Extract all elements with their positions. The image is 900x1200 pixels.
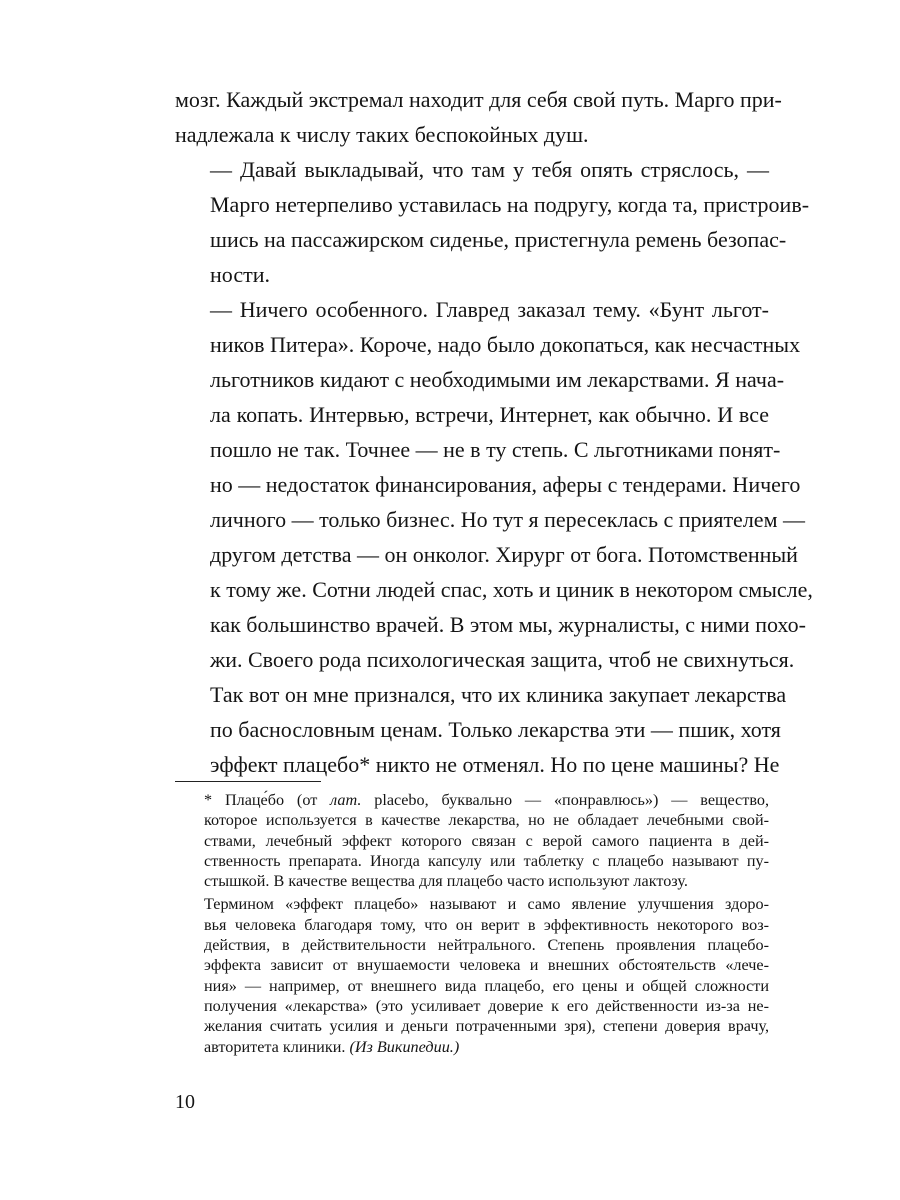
text-line: — Давай выкладывай, что там у тебя опять стряслось, —	[210, 157, 769, 182]
footnote-line: получения «лекарства» (это усиливает доверие к его действенности из-за не-	[204, 996, 769, 1015]
text-line: пошло не так. Точнее — не в ту степь. С льготниками понят-	[210, 437, 781, 462]
text-line: Марго нетерпеливо уставилась на подругу, когда та, пристроив-	[210, 192, 810, 217]
text-line: — Ничего особенного. Главред заказал тему. «Бунт льгот-	[210, 297, 769, 322]
footnote-line: ствами, лечебный эффект которого связан с верой самого пациента в дей-	[204, 831, 769, 850]
footnote-text: авторитета клиники.	[204, 1037, 350, 1056]
text-line: другом детства — он онколог. Хирург от бога. Потомственный	[210, 542, 798, 567]
text-line: мозг. Каждый экстремал находит для себя свой путь. Марго при-	[175, 87, 782, 112]
footnote-line: ния» — например, от внешнего вида плацебо, его цены и общей сложности	[204, 976, 769, 995]
latin-abbrev: лат.	[330, 791, 362, 809]
text-line: шись на пассажирском сиденье, пристегнула ремень безопас-	[210, 227, 787, 252]
text-line: надлежала к числу таких беспокойных душ.	[175, 122, 589, 147]
footnote-line: вья человека благодаря тому, что он верит в эффективность некоторого воз-	[204, 915, 769, 934]
footnote-line: эффекта зависит от внушаемости человека и внешних обстоятельств «лече-	[204, 956, 769, 975]
text-line: по баснословным ценам. Только лекарства эти — пшик, хотя	[210, 717, 781, 742]
page-number: 10	[175, 1091, 195, 1113]
main-text	[175, 82, 813, 782]
footnote-line: желания считать усилия и деньги потраченными зря), степени доверия врачу,	[204, 1017, 769, 1036]
text-line: льготников кидают с необходимыми им лекарствами. Я нача-	[210, 367, 785, 392]
footnote-placebo	[175, 790, 769, 891]
footnote-divider	[175, 781, 321, 782]
footnote-source: (Из Википедии.)	[349, 1037, 460, 1056]
paragraph-3	[175, 292, 813, 782]
footnote-line	[175, 790, 769, 810]
text-line: ла копать. Интервью, встречи, Интернет, как обычно. И все	[210, 402, 769, 427]
text-line: ников Питера». Короче, надо было докопаться, как несчастных	[210, 332, 801, 357]
text-line: к тому же. Сотни людей спас, хоть и циник в некотором смысле,	[210, 577, 813, 602]
footnote-text: placebo, буквально — «понравлюсь») — вещество,	[361, 791, 769, 809]
text-line: жи. Своего рода психологическая защита, чтоб не свихнуться.	[210, 647, 795, 672]
text-line: Так вот он мне признался, что их клиника закупает лекарства	[210, 682, 787, 707]
footnotes	[175, 790, 769, 1057]
text-line: как большинство врачей. В этом мы, журналисты, с ними похо-	[210, 612, 806, 637]
text-line: эффект плацебо* никто не отменял. Но по цене машины? Не	[210, 752, 780, 777]
footnote-line: Термином «эффект плацебо» называют и само явление улучшения здоро-	[204, 895, 769, 914]
footnote-placebo-effect	[175, 894, 769, 1056]
footnote-marker-text: * Плаце́бо (от	[204, 791, 331, 809]
text-line: но — недостаток финансирования, аферы с тендерами. Ничего	[210, 472, 801, 497]
footnote-line: ственность препарата. Иногда капсулу или таблетку с плацебо называют пу-	[204, 851, 769, 870]
text-line: личного — только бизнес. Но тут я пересеклась с приятелем —	[210, 507, 805, 532]
footnote-line: которое используется в качестве лекарства, но не обладает лечебными свой-	[204, 811, 769, 830]
paragraph-2	[175, 152, 810, 292]
paragraph-1	[175, 82, 782, 152]
footnote-line: действия, в действительности нейтрального. Степень проявления плацебо-	[204, 936, 769, 955]
text-line: ности.	[210, 262, 270, 287]
footnote-line: стышкой. В качестве вещества для плацебо часто используют лактозу.	[204, 872, 688, 891]
footnote-line	[175, 1037, 769, 1057]
